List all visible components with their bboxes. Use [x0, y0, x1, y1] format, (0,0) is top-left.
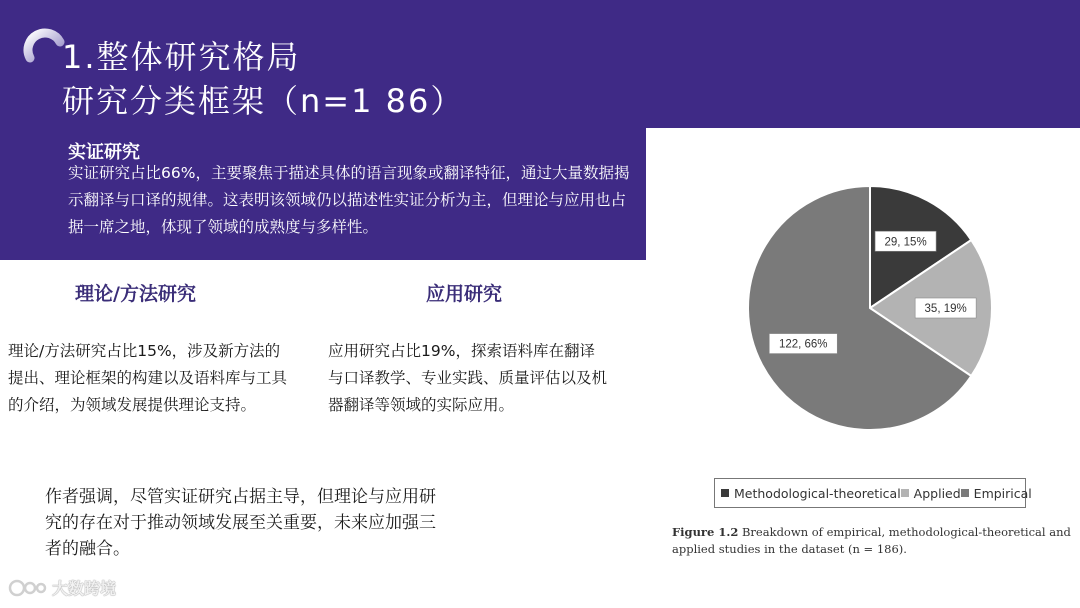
legend-item-empirical	[961, 486, 1032, 501]
watermark-logo-icon	[8, 577, 48, 599]
empirical-heading: 实证研究	[68, 142, 140, 163]
page-title: 1.整体研究格局	[62, 38, 301, 76]
pie-label-empirical	[769, 334, 837, 354]
legend-label-methodological: Methodological-theoretical	[734, 485, 901, 501]
legend-item-methodological	[721, 486, 901, 501]
applied-heading: 应用研究	[426, 283, 503, 305]
legend-item-applied	[901, 486, 961, 501]
legend-swatch-methodological	[721, 489, 729, 497]
legend-label-applied: Applied	[913, 485, 961, 501]
figure-caption-text: Breakdown of empirical, methodological-theoretical and applied studies in the dataset (n = 186).	[672, 525, 1071, 556]
chart-legend	[714, 478, 1032, 508]
legend-swatch-applied	[901, 489, 909, 497]
pie-label-text-applied: 35, 19%	[924, 303, 967, 315]
methodological-heading: 理论/方法研究	[75, 283, 196, 305]
legend-swatch-empirical	[961, 489, 969, 497]
figure-caption	[672, 524, 1076, 558]
pie-label-applied	[915, 298, 976, 318]
watermark	[8, 576, 116, 599]
pie-label-text-empirical: 122, 66%	[778, 338, 828, 351]
pie-label-text-methodological: 29, 15%	[884, 236, 927, 249]
empirical-text: 实证研究占比66%，主要聚焦于描述具体的语言现象或翻译特征，通过大量数据揭示翻译与口译的规律。这表明该领域仍以描述性实证分析为主，但理论与应用也占据一席之地，体现了领域的成熟度与多样性。	[68, 164, 630, 236]
applied-text: 应用研究占比19%，探索语料库在翻译与口译教学、专业实践、质量评估以及机器翻译等领域的实际应用。	[328, 342, 608, 414]
pie-chart	[646, 152, 1080, 472]
methodological-text: 理论/方法研究占比15%，涉及新方法的提出、理论框架的构建以及语料库与工具的介绍，为领域发展提供理论支持。	[8, 342, 288, 414]
figure-panel	[646, 152, 1080, 608]
pie-label-methodological	[875, 231, 936, 251]
figure-caption-label: Figure 1.2	[672, 525, 739, 539]
page-subtitle: 研究分类框架（n=1 86）	[62, 82, 465, 120]
conclusion-text: 作者强调，尽管实证研究占据主导，但理论与应用研究的存在对于推动领域发展至关重要，未来应加强三者的融合。	[45, 487, 436, 559]
watermark-text: 大数跨境	[52, 579, 117, 598]
legend-label-empirical: Empirical	[973, 485, 1032, 501]
